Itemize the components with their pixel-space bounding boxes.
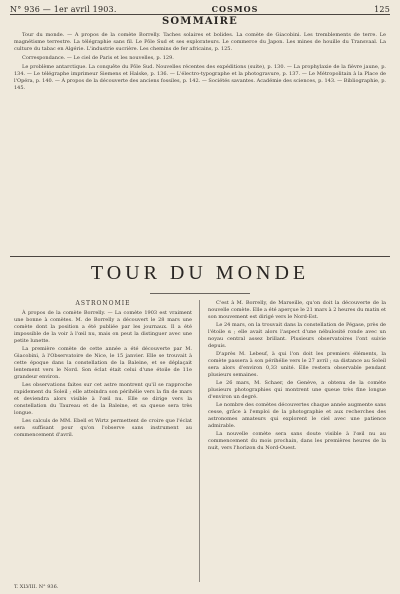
header-rule (10, 14, 390, 15)
article-paragraph: Le nombre des comètes découvertes chaque année augmente sans cesse, grâce à l'emploi de la photographie et aux recherches des astronomes amateurs qui explorent le ciel avec une patience admirable. (208, 402, 386, 429)
column-divider (199, 300, 200, 582)
article-paragraph: Les calculs de MM. Ebell et Wirtz permettent de croire que l'éclat sera suffisant pour qu'on l'observe sans instrument au commencement d'avril. (14, 418, 192, 438)
footer-note: T. XLVIII. N° 936. (14, 584, 59, 590)
title-rule (150, 293, 250, 294)
article-paragraph: Les observations faites sur cet astre montrent qu'il se rapproche rapidement du Soleil ; elle atteindra son périhélie vers la fin de mars et deviendra alors visible à l'œil nu. Elle se dirige vers la constellation du Taureau et de la Baleine, et sa queue sera très longue. (14, 382, 192, 416)
page-number: 125 (374, 5, 390, 14)
article-paragraph: C'est à M. Borrelly, de Marseille, qu'on doit la découverte de la nouvelle comète. Elle a été aperçue le 21 mars à 2 heures du matin et son mouvement est dirigé vers le Nord-Est. (208, 300, 386, 320)
article-paragraph: À propos de la comète Borrelly. — La comète 1903 est vraiment une bonne à comètes. M. de Borrelly a découvert le 28 mars une comète dont la position a été publiée par les journaux. Il a été impossible de la voir à l'œil nu, mais on peut la distinguer avec une petite lunette. (14, 310, 192, 344)
left-column (14, 300, 192, 584)
sommaire-paragraph: Correspondance. — Le ciel de Paris et les nouvelles, p. 129. (22, 55, 174, 61)
journal-name: COSMOS (211, 4, 259, 14)
article-paragraph: Le 26 mars, M. Schaer, de Genève, a obtenu de la comète plusieurs photographies qui montrent une queue très fine longue d'environ un degré. (208, 380, 386, 400)
article-paragraph: La nouvelle comète sera sans doute visible à l'œil nu au commencement du mois prochain, dans les premières heures de la nuit, vers l'horizon du Nord-Ouest. (208, 431, 386, 451)
sommaire-paragraph: Tour du monde. — À propos de la comète Borrelly. Taches solaires et bolides. La comète de Giacobini. Les tremblements de terre. Le magnétisme terrestre. La télégraphie sans fil. Le Pôle Sud et ses explorateurs. Le commerce du Japon. Les mines de houille du Transvaal. La culture du tabac en Algérie. L'industrie sucrière. Les chemins de fer africains, p. 125. (14, 32, 386, 52)
section-rule (10, 256, 390, 257)
article-paragraph: D'après M. Lebeuf, à qui l'on doit les premiers éléments, la comète passera à son périhélie vers le 27 avril ; sa distance au Soleil sera alors d'environ 0,33 unité. Elle restera observable pendant plusieurs semaines. (208, 351, 386, 378)
article-paragraph: La première comète de cette année a été découverte par M. Giacobini, à l'Observatoire de Nice, le 15 janvier. Elle se trouvait à cette époque dans la constellation de la Baleine, et se déplaçait lentement vers le Nord. Son éclat était celui d'une étoile de 11e grandeur environ. (14, 346, 192, 380)
page-header (10, 4, 390, 14)
main-title: TOUR DU MONDE (90, 262, 310, 284)
sommaire-title: SOMMAIRE (161, 16, 239, 27)
sommaire-paragraph: Le problème antarctique. La conquête du Pôle Sud. Nouvelles récentes des expéditions (suite), p. 130. — La prophylaxie de la fièvre jaune, p. 134. — Le télégraphe imprimeur Siemens et Halske, p. 136. — L'électro-typographe et la photogravure, p. 137. — Le Métropolitain à la Place de l'Opéra, p. 140. — À propos de la découverte des anciens fossiles, p. 142. — Sociétés savantes. Académie des sciences, p. 143. — Bibliographie, p. 145. (14, 64, 386, 91)
right-column (208, 300, 386, 584)
issue-number: N° 936 — 1er avril 1903. (10, 5, 117, 14)
sommaire-body (14, 32, 386, 252)
article-paragraph: Le 24 mars, on la trouvait dans la constellation de Pégase, près de l'étoile α ; elle avait alors l'aspect d'une nébulosité ronde avec un noyau central assez brillant. Plusieurs observatoires l'ont suivie depuis. (208, 322, 386, 349)
section-heading: ASTRONOMIE (75, 300, 131, 307)
